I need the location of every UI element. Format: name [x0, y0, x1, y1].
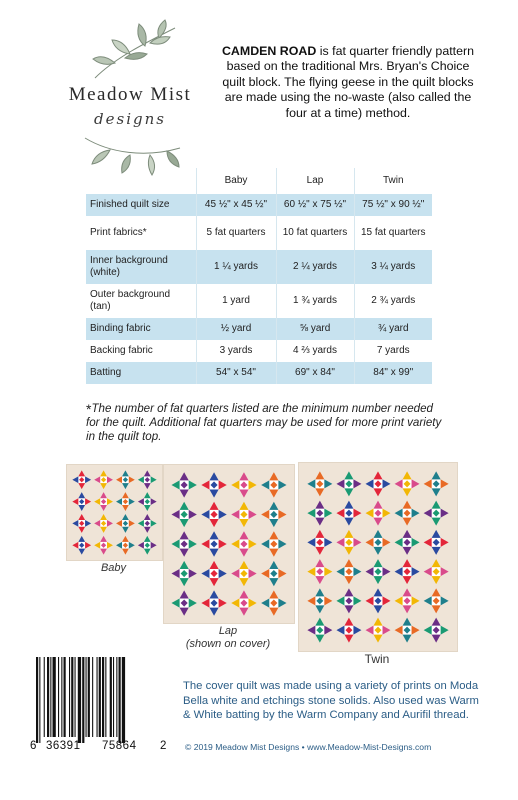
table-cell: 54" x 54"	[196, 362, 276, 384]
table-row	[86, 340, 432, 362]
table-cell: 3 yards	[196, 340, 276, 362]
table-row	[86, 318, 432, 340]
barcode-digit: 6	[30, 740, 37, 752]
table-cell: ½ yard	[196, 318, 276, 340]
table-row	[86, 250, 432, 284]
table-header-row	[86, 168, 432, 194]
table-cell: 3 ¼ yards	[354, 250, 432, 284]
table-cell: Batting	[86, 362, 196, 384]
lap-caption-note: (shown on cover)	[185, 638, 271, 650]
table-row	[86, 216, 432, 250]
table-cell: 5 fat quarters	[196, 216, 276, 250]
lap-caption	[158, 625, 298, 651]
copyright: © 2019 Meadow Mist Designs • www.Meadow-Mist-Designs.com	[185, 742, 432, 752]
table-header: Baby	[196, 168, 276, 194]
barcode-digit: 75864	[102, 740, 137, 752]
table-cell: 69" x 84"	[276, 362, 354, 384]
barcode-digit: 2	[160, 740, 167, 752]
table-cell: 15 fat quarters	[354, 216, 432, 250]
table-cell: 7 yards	[354, 340, 432, 362]
table-header: Lap	[276, 168, 354, 194]
footnote-star: *	[86, 401, 92, 417]
table-row	[86, 362, 432, 384]
table-cell: ¾ yard	[354, 318, 432, 340]
brand-name: Meadow Mist	[68, 84, 192, 105]
quilt-image-twin	[298, 462, 458, 652]
table-cell: 75 ½" x 90 ½"	[354, 194, 432, 216]
fabric-requirements-table	[86, 168, 432, 384]
logo	[55, 18, 205, 178]
table-cell: Inner background (white)	[86, 250, 196, 284]
twin-caption: Twin	[364, 652, 390, 666]
table-cell: Binding fabric	[86, 318, 196, 340]
table-row	[86, 284, 432, 318]
table-cell: 2 ¾ yards	[354, 284, 432, 318]
pattern-description	[218, 44, 478, 121]
table-cell: Print fabrics*	[90, 227, 147, 238]
table-cell: 84" x 99"	[354, 362, 432, 384]
table-cell: 4 ⅔ yards	[276, 340, 354, 362]
footnote	[86, 402, 446, 444]
table-cell: 2 ¼ yards	[276, 250, 354, 284]
pattern-description-body: is fat quarter friendly pattern based on the traditional Mrs. Bryan's Choice quilt block. The flying geese in the quilt blocks are made using the no-waste (also called the four at a time) method.	[222, 44, 475, 120]
table-cell: 10 fat quarters	[276, 216, 354, 250]
table-cell: Finished quilt size	[86, 194, 196, 216]
table-cell: 1 ¼ yards	[196, 250, 276, 284]
cover-quilt-note: The cover quilt was made using a variety of prints on Moda Bella white and etchings stone solids. Also used was Warm & White batting by the Warm Company and Aurifil thread.	[183, 680, 479, 722]
barcode-icon	[32, 657, 158, 749]
footnote-text: The number of fat quarters listed are the minimum number needed for the quilt. Additional fat quarters may be used for more print variety in the quilt top.	[86, 402, 442, 443]
table-cell: 45 ½" x 45 ½"	[196, 194, 276, 216]
baby-caption: Baby	[100, 562, 127, 574]
table-cell: 1 ¾ yards	[276, 284, 354, 318]
quilt-image-lap	[163, 464, 295, 624]
table-header: Twin	[354, 168, 432, 194]
lap-caption-title: Lap	[218, 625, 238, 637]
quilt-image-baby	[66, 464, 163, 561]
table-cell: Outer background (tan)	[90, 289, 171, 312]
barcode-digit: 36391	[46, 740, 81, 752]
table-cell: 1 yard	[196, 284, 276, 318]
pattern-title: CAMDEN ROAD	[221, 44, 317, 58]
table-header	[86, 168, 196, 194]
table-cell: 60 ½" x 75 ½"	[276, 194, 354, 216]
table-row	[86, 194, 432, 216]
table-cell: Backing fabric	[90, 345, 153, 356]
brand-sub: designs	[94, 110, 166, 128]
table-cell: ⅝ yard	[276, 318, 354, 340]
